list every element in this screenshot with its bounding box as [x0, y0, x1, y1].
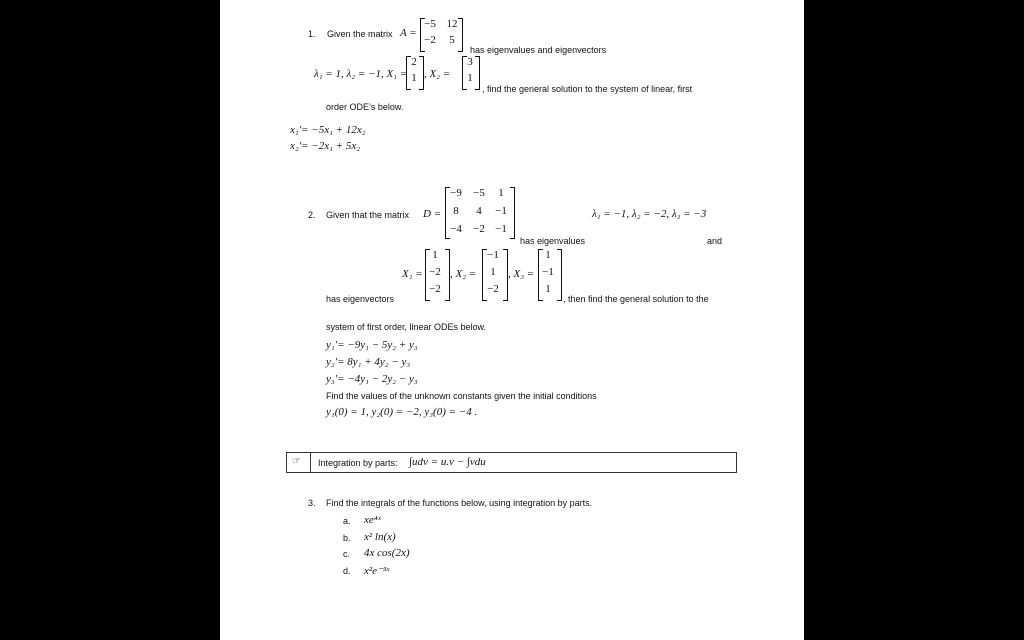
matrix-a-cell: 12	[446, 18, 458, 30]
problem-3-number: 3.	[308, 498, 316, 508]
problem-1-after-matrix: has eigenvalues and eigenvectors	[470, 45, 607, 55]
problem-3-intro: Find the integrals of the functions below, using integration by parts.	[326, 498, 593, 508]
matrix-d-cell: −1	[495, 223, 507, 235]
callout-label: Integration by parts:	[318, 458, 398, 468]
vector-d-x1-cell: 1	[432, 249, 438, 261]
problem-1-intro: Given the matrix	[327, 29, 393, 39]
problem-1-ode-1: x₁′= −5x₁ + 12x₂	[290, 124, 366, 136]
problem-1-after-vectors: , find the general solution to the system of linear, first	[482, 84, 693, 94]
problem-2-number: 2.	[308, 210, 316, 220]
matrix-d-cell: −2	[473, 223, 485, 235]
problem-1-ode-2: x₂′= −2x₁ + 5x₂	[290, 140, 361, 152]
pointing-hand-icon: ☞	[292, 456, 301, 467]
callout-divider	[310, 453, 311, 472]
problem-3-item-expr: x²e⁻³ˣ	[364, 565, 390, 577]
vector-x1-cell: 2	[411, 56, 417, 68]
vector-x2-cell: 3	[467, 56, 473, 68]
problem-3-item-letter: b.	[343, 533, 351, 543]
vector-d-x3-cell: 1	[545, 249, 551, 261]
vector-d-x1-cell: −2	[429, 266, 441, 278]
problem-3-item-expr: xe⁴ˣ	[364, 514, 381, 526]
matrix-d-cell: −9	[450, 187, 462, 199]
problem-2-and: and	[707, 236, 723, 246]
problem-3-item-letter: a.	[343, 516, 351, 526]
problem-3-item-letter: c.	[343, 549, 351, 559]
matrix-d-cell: 4	[476, 205, 482, 217]
matrix-d-cell: 8	[453, 205, 459, 217]
problem-1-number: 1.	[308, 29, 316, 39]
vector-d-x3-label: , X₃ =	[508, 268, 535, 280]
vector-d-x2-cell: 1	[490, 266, 496, 278]
vector-x1-cell: 1	[411, 72, 417, 84]
problem-2-eigenvalues: λ₁ = −1, λ₂ = −2, λ₃ = −3	[592, 208, 707, 220]
problem-3-item-letter: d.	[343, 566, 351, 576]
problem-2-initial-conditions: y₁(0) = 1, y₂(0) = −2, y₃(0) = −4 .	[326, 406, 478, 418]
problem-3-item-expr: 4x cos(2x)	[364, 547, 410, 559]
problem-1-eigenvalues: λ₁ = 1, λ₂ = −1, X₁ =	[314, 68, 408, 80]
matrix-d-cell: −4	[450, 223, 462, 235]
problem-2-intro: Given that the matrix	[326, 210, 410, 220]
vector-x2-cell: 1	[467, 72, 473, 84]
matrix-a-cell: −2	[424, 34, 436, 46]
problem-2-ode-2: y₂′= 8y₁ + 4y₂ − y₃	[326, 356, 411, 368]
callout-formula: ∫udv = u.v − ∫vdu	[409, 456, 486, 468]
problem-2-system-text: system of first order, linear ODEs below.	[326, 322, 487, 332]
vector-d-x1-cell: −2	[429, 283, 441, 295]
problem-2-find-constants: Find the values of the unknown constants given the initial conditions	[326, 391, 597, 401]
vector-d-x1-label: X₁ =	[402, 268, 423, 280]
vector-d-x3-cell: 1	[545, 283, 551, 295]
problem-2-ode-3: y₃′= −4y₁ − 2y₂ − y₃	[326, 373, 418, 385]
matrix-d-cell: 1	[498, 187, 504, 199]
matrix-a-cell: −5	[424, 18, 436, 30]
matrix-d-cell: −1	[495, 205, 507, 217]
problem-2-has-eigenvectors: has eigenvectors	[326, 294, 395, 304]
vector-d-x2-label: , X₂ =	[450, 268, 477, 280]
problem-2-then-text: , then find the general solution to the	[563, 294, 709, 304]
matrix-a-cell: 5	[449, 34, 455, 46]
vector-d-x3-cell: −1	[542, 266, 554, 278]
problem-1-order-text: order ODE’s below.	[326, 102, 404, 112]
problem-3-item-expr: x² ln(x)	[364, 531, 396, 543]
vector-d-x2-cell: −1	[487, 249, 499, 261]
vector-x2-label: , X₂ =	[424, 68, 451, 80]
matrix-d-label: D =	[423, 208, 442, 220]
vector-d-x2-cell: −2	[487, 283, 499, 295]
integration-by-parts-callout	[286, 452, 737, 473]
problem-2-has-eigenvalues: has eigenvalues	[520, 236, 586, 246]
document-page	[220, 0, 804, 640]
matrix-a-label: A =	[400, 27, 417, 39]
matrix-d-cell: −5	[473, 187, 485, 199]
problem-2-ode-1: y₁′= −9y₁ − 5y₂ + y₃	[326, 339, 418, 351]
